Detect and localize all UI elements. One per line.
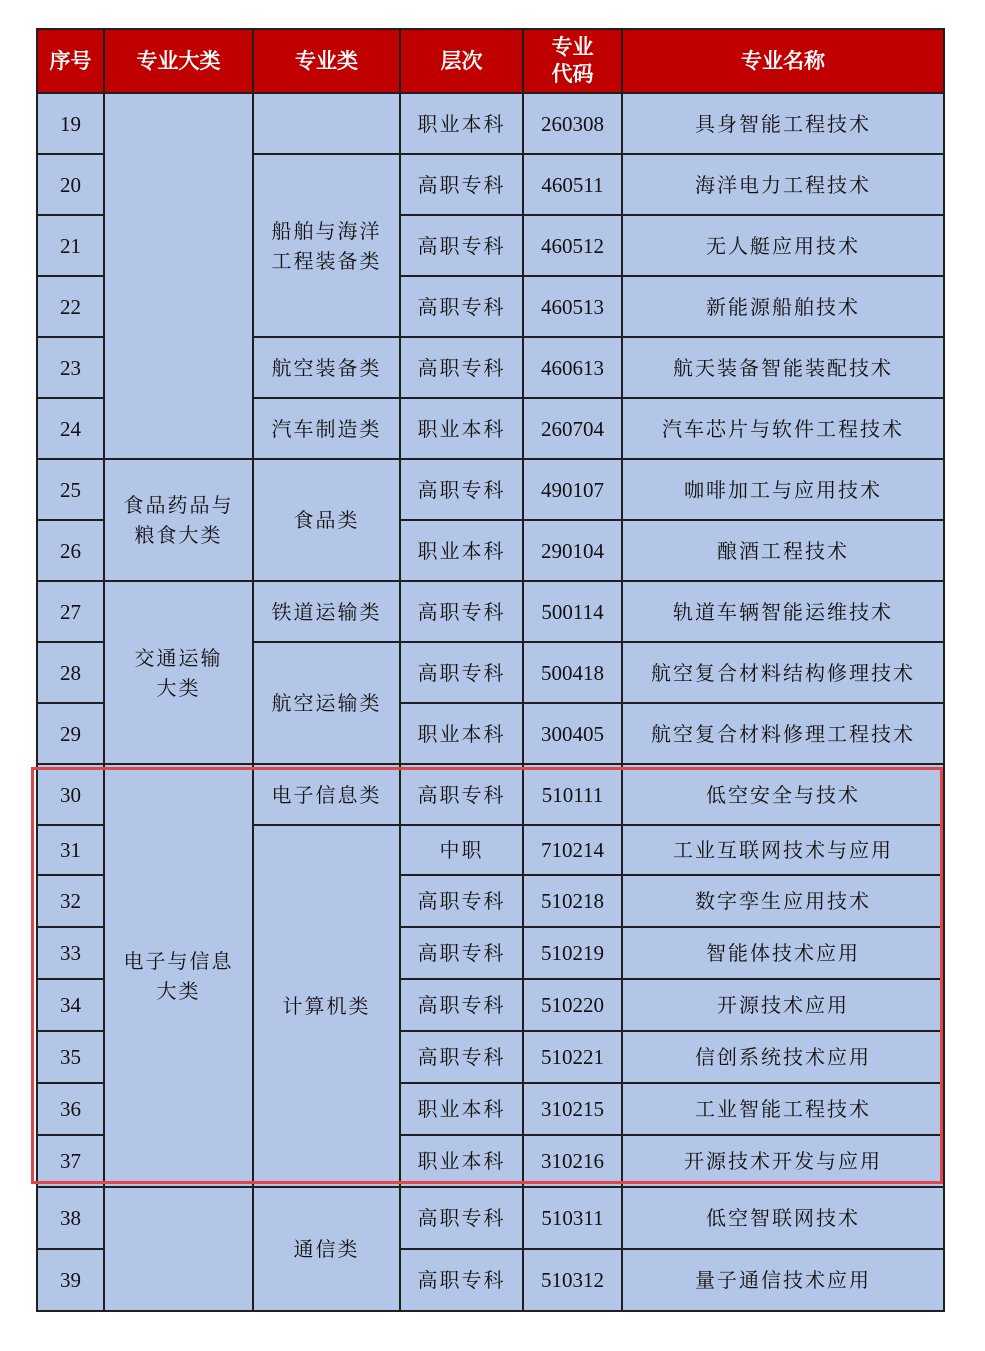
- row-code: 500418: [523, 642, 622, 703]
- row-level: 高职专科: [400, 1187, 523, 1249]
- row-name: 航空复合材料修理工程技术: [622, 703, 944, 764]
- row-level: 职业本科: [400, 93, 523, 154]
- row-seq: 30: [37, 764, 104, 825]
- row-code: 310215: [523, 1083, 622, 1135]
- row-name: 具身智能工程技术: [622, 93, 944, 154]
- row-level: 高职专科: [400, 459, 523, 520]
- header-class: 专业类: [253, 29, 400, 93]
- row-name: 数字孪生应用技术: [622, 875, 944, 927]
- row-code: 260704: [523, 398, 622, 459]
- row-code: 490107: [523, 459, 622, 520]
- row-level: 中职: [400, 825, 523, 875]
- row-seq: 29: [37, 703, 104, 764]
- row-seq: 35: [37, 1031, 104, 1083]
- row-code: 510312: [523, 1249, 622, 1311]
- table-row: [37, 581, 944, 642]
- header-category: 专业大类: [104, 29, 253, 93]
- row-code: 710214: [523, 825, 622, 875]
- row-code: 290104: [523, 520, 622, 581]
- row-name: 海洋电力工程技术: [622, 154, 944, 215]
- row-level: 职业本科: [400, 703, 523, 764]
- category-cell-empty: [104, 93, 253, 459]
- row-seq: 28: [37, 642, 104, 703]
- header-name: 专业名称: [622, 29, 944, 93]
- row-level: 高职专科: [400, 581, 523, 642]
- header-level: 层次: [400, 29, 523, 93]
- table-row: [37, 93, 944, 154]
- row-code: 510221: [523, 1031, 622, 1083]
- category-cell-empty: [104, 1187, 253, 1311]
- row-seq: 19: [37, 93, 104, 154]
- header-code-line1: 专业: [551, 35, 594, 59]
- row-level: 高职专科: [400, 276, 523, 337]
- class-cell-aviation-equipment: 航空装备类: [253, 337, 400, 398]
- row-name: 新能源船舶技术: [622, 276, 944, 337]
- class-cell-computer: 计算机类: [253, 825, 400, 1187]
- row-seq: 23: [37, 337, 104, 398]
- row-name: 量子通信技术应用: [622, 1249, 944, 1311]
- row-level: 高职专科: [400, 927, 523, 979]
- row-level: 高职专科: [400, 337, 523, 398]
- row-seq: 36: [37, 1083, 104, 1135]
- row-code: 510311: [523, 1187, 622, 1249]
- class-cell-food: 食品类: [253, 459, 400, 581]
- row-level: 高职专科: [400, 764, 523, 825]
- class-cell-ship: 船舶与海洋 工程装备类: [253, 154, 400, 337]
- row-level: 高职专科: [400, 979, 523, 1031]
- majors-table-container: [36, 28, 943, 1312]
- category-cell-transport: 交通运输 大类: [104, 581, 253, 764]
- row-name: 智能体技术应用: [622, 927, 944, 979]
- row-seq: 32: [37, 875, 104, 927]
- table-row: [37, 1187, 944, 1249]
- row-code: 510111: [523, 764, 622, 825]
- row-seq: 21: [37, 215, 104, 276]
- row-code: 260308: [523, 93, 622, 154]
- row-code: 460613: [523, 337, 622, 398]
- row-seq: 20: [37, 154, 104, 215]
- row-seq: 39: [37, 1249, 104, 1311]
- category-cell-food: 食品药品与 粮食大类: [104, 459, 253, 581]
- row-code: 500114: [523, 581, 622, 642]
- table-row: [37, 459, 944, 520]
- row-seq: 24: [37, 398, 104, 459]
- row-code: 510219: [523, 927, 622, 979]
- row-name: 咖啡加工与应用技术: [622, 459, 944, 520]
- row-name: 信创系统技术应用: [622, 1031, 944, 1083]
- row-level: 职业本科: [400, 520, 523, 581]
- row-level: 高职专科: [400, 1031, 523, 1083]
- row-code: 300405: [523, 703, 622, 764]
- row-name: 工业智能工程技术: [622, 1083, 944, 1135]
- category-cell-electronics: 电子与信息 大类: [104, 764, 253, 1187]
- row-seq: 34: [37, 979, 104, 1031]
- header-code-line2: 代码: [551, 62, 594, 86]
- row-level: 高职专科: [400, 154, 523, 215]
- class-cell-railway: 铁道运输类: [253, 581, 400, 642]
- class-cell-communication: 通信类: [253, 1187, 400, 1311]
- row-seq: 31: [37, 825, 104, 875]
- class-cell-electronic-info: 电子信息类: [253, 764, 400, 825]
- class-cell-air-transport: 航空运输类: [253, 642, 400, 764]
- row-code: 460511: [523, 154, 622, 215]
- row-seq: 25: [37, 459, 104, 520]
- row-code: 460512: [523, 215, 622, 276]
- row-name: 航天装备智能装配技术: [622, 337, 944, 398]
- row-code: 310216: [523, 1135, 622, 1187]
- row-name: 酿酒工程技术: [622, 520, 944, 581]
- row-level: 职业本科: [400, 398, 523, 459]
- row-level: 职业本科: [400, 1083, 523, 1135]
- majors-table: [36, 28, 945, 1312]
- row-level: 高职专科: [400, 215, 523, 276]
- row-name: 无人艇应用技术: [622, 215, 944, 276]
- row-seq: 22: [37, 276, 104, 337]
- row-level: 高职专科: [400, 642, 523, 703]
- row-seq: 27: [37, 581, 104, 642]
- row-name: 低空智联网技术: [622, 1187, 944, 1249]
- row-level: 职业本科: [400, 1135, 523, 1187]
- header-row: [37, 29, 944, 93]
- table-row: [37, 764, 944, 825]
- row-code: 510220: [523, 979, 622, 1031]
- class-cell-empty: [253, 93, 400, 154]
- header-seq: 序号: [37, 29, 104, 93]
- row-code: 510218: [523, 875, 622, 927]
- row-seq: 26: [37, 520, 104, 581]
- row-code: 460513: [523, 276, 622, 337]
- row-name: 轨道车辆智能运维技术: [622, 581, 944, 642]
- header-code: [523, 29, 622, 93]
- row-seq: 33: [37, 927, 104, 979]
- row-name: 航空复合材料结构修理技术: [622, 642, 944, 703]
- row-level: 高职专科: [400, 875, 523, 927]
- row-name: 工业互联网技术与应用: [622, 825, 944, 875]
- row-name: 开源技术应用: [622, 979, 944, 1031]
- class-cell-auto-manufacturing: 汽车制造类: [253, 398, 400, 459]
- row-seq: 37: [37, 1135, 104, 1187]
- row-level: 高职专科: [400, 1249, 523, 1311]
- row-seq: 38: [37, 1187, 104, 1249]
- row-name: 开源技术开发与应用: [622, 1135, 944, 1187]
- row-name: 汽车芯片与软件工程技术: [622, 398, 944, 459]
- row-name: 低空安全与技术: [622, 764, 944, 825]
